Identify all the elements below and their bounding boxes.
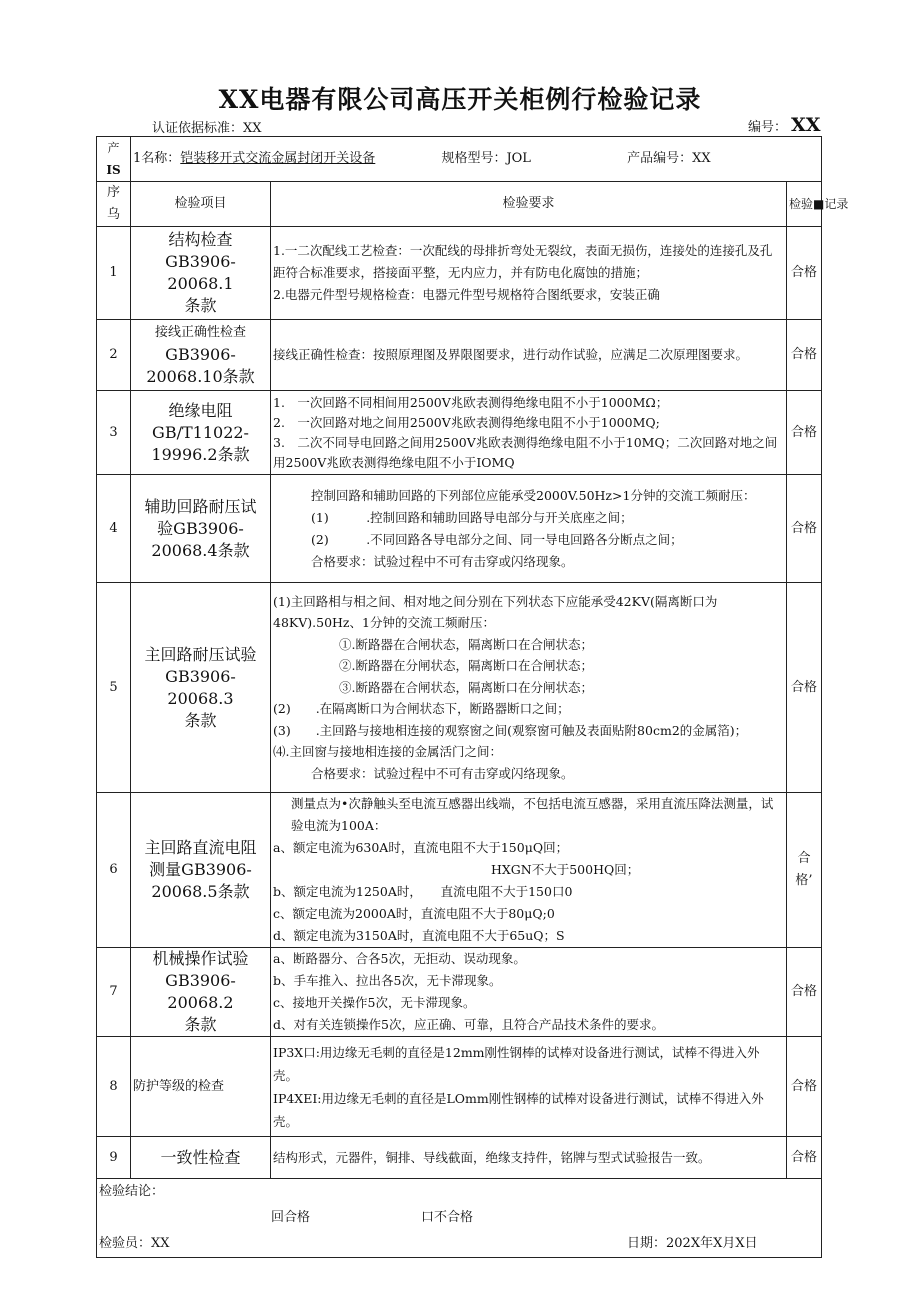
req-line: 1. 一次回路不同相间用2500V兆欧表测得绝缘电阻不小于1000MΩ；: [273, 394, 669, 410]
number-value: XX: [791, 114, 821, 136]
req-line: (1) .控制回路和辅助回路导电部分与开关底座之间；: [311, 509, 633, 525]
row-result: 合格: [787, 1037, 822, 1137]
item-line: 验GB3906-: [157, 518, 244, 538]
req-line: 3. 二次不同导电回路之间用2500V兆欧表测得绝缘电阻不小于10MQ；二次回路对地之间用2500V兆欧表测得绝缘电阻不小于IOMQ: [273, 434, 778, 470]
item-line: 防护等级的检查: [133, 1078, 225, 1094]
row-number: 9: [97, 1137, 131, 1179]
req-line: b、额定电流为1250A时， 直流电阻不大于150口0: [273, 884, 573, 899]
req-line: 接线正确性检查：按照原理图及界限图要求，进行动作试验，应满足二次原理图要求。: [273, 347, 749, 362]
row-number: 2: [97, 320, 131, 391]
req-line: (3) .主回路与接地相连接的观察窗之间(观察窗可触及表面贴附80cm2的金属箔)；: [273, 722, 748, 738]
table-row: [97, 948, 822, 1037]
item-line: 20068.10条款: [146, 367, 255, 386]
req-line: IP3X口:用边缘无毛刺的直径是12mm刚性钢棒的试棒对设备进行测试，试棒不得进入外壳。: [273, 1044, 760, 1083]
row-requirement: [271, 1137, 787, 1179]
item-line: 绝缘电阻: [168, 400, 233, 420]
conclusion-cell: [97, 1179, 822, 1258]
item-line: GB3906-20068.2: [165, 971, 236, 1012]
item-line: 一致性检查: [160, 1147, 241, 1167]
table-row: [97, 1137, 822, 1179]
row-item: [131, 583, 271, 793]
req-line: 1.一二次配线工艺检查：一次配线的母排折弯处无裂纹，表面无损伤，连接处的连接孔及孔距符合标准要求，搭接面平整，无内应力，并有防电化腐蚀的措施；: [273, 243, 773, 280]
footer-row: [97, 1179, 822, 1258]
header-seq: [97, 182, 131, 227]
item-line: 条款: [184, 1015, 217, 1034]
row-result: 合格: [787, 583, 822, 793]
row-number: 5: [97, 583, 131, 793]
inspector-label: 检验员：XX: [99, 1236, 170, 1251]
row-result: 合格: [787, 227, 822, 320]
header-seq-top: 序: [106, 185, 120, 200]
row-item: [131, 475, 271, 583]
conclusion-options: [99, 1205, 819, 1231]
pass-checkbox[interactable]: 回合格: [271, 1210, 311, 1225]
row-item: [131, 391, 271, 475]
row-number: 1: [97, 227, 131, 320]
req-line: (2) .不同回路各导电部分之间、同一导电回路各分断点之间；: [311, 531, 683, 547]
row-item: [131, 320, 271, 391]
row-result: 合格: [787, 948, 822, 1037]
item-line: 测量GB3906-: [149, 860, 252, 879]
row-requirement: [271, 391, 787, 475]
item-line: 机械操作试验: [152, 949, 249, 968]
conclusion-label: 检验结论：: [99, 1184, 165, 1199]
req-line: ②.断路器在分闸状态，隔离断口在合闸状态；: [339, 658, 593, 674]
item-line: 20068.5条款: [151, 882, 250, 901]
row-requirement: [271, 227, 787, 320]
req-line: d、对有关连锁操作5次，应正确、可靠，且符合产品技术条件的要求。: [273, 1017, 664, 1032]
row-result: 合格’: [787, 793, 822, 948]
header-item: 检验项目: [131, 182, 271, 227]
row-result: 合格: [787, 391, 822, 475]
req-line: ⑷.主回窗与接地相连接的金属活门之间：: [273, 744, 502, 760]
record-number: [748, 114, 821, 136]
product-name-label: 1名称：: [133, 151, 181, 166]
item-line: 19996.2条款: [151, 444, 250, 464]
row-requirement: [271, 948, 787, 1037]
table-row: [97, 475, 822, 583]
req-line: a、额定电流为630A时，直流电阻不大于150μQ回；: [273, 840, 569, 855]
req-line: 合格要求：试验过程中不可有击穿或闪络现象。: [311, 553, 574, 569]
req-line: 2.电器元件型号规格检查：电器元件型号规格符合图纸要求，安装正确: [273, 287, 660, 302]
row-item: [131, 227, 271, 320]
req-line: d、额定电流为3150A时，直流电阻不大于65uQ；S: [273, 928, 565, 943]
table-row: [97, 391, 822, 475]
row-number: 8: [97, 1037, 131, 1137]
product-label-cell: [97, 137, 131, 182]
row-result: 合格: [787, 475, 822, 583]
item-line: 条款: [184, 710, 217, 730]
req-line: 结构形式，元器件，铜排、导线截面，绝缘支持件，铭牌与型式试验报告一致。: [273, 1149, 711, 1165]
row-requirement: [271, 320, 787, 391]
req-line: c、额定电流为2000A时，直流电阻不大于80μQ;0: [273, 906, 555, 921]
req-line: 测量点为•次静触头至电流互感器出线端，不包括电流互感器，采用直流压降法测量，试验电流为100A：: [291, 796, 774, 833]
req-line: ①.断路器在合闸状态，隔离断口在合闸状态；: [339, 636, 593, 652]
item-line: 主回路直流电阻: [144, 838, 257, 857]
table-row: [97, 227, 822, 320]
row-requirement: [271, 793, 787, 948]
item-line: GB/T11022-: [152, 422, 249, 442]
row-requirement: [271, 1037, 787, 1137]
page-title: XX电器有限公司高压开关柜例行检验记录: [218, 85, 702, 114]
req-line: 合格要求：试验过程中不可有击穿或闪络现象。: [311, 765, 574, 781]
row-requirement: [271, 475, 787, 583]
item-line: GB3906-20068.3: [165, 666, 236, 708]
req-line: a、断路器分、合各5次，无拒动、误动现象。: [273, 951, 526, 966]
item-line: 20068.4条款: [151, 540, 250, 560]
table-row: [97, 583, 822, 793]
item-line: 主回路耐压试验: [144, 644, 257, 664]
header-requirement: 检验要求: [271, 182, 787, 227]
item-line: 接线正确性检查: [154, 325, 246, 340]
req-line: (2) .在隔离断口为合闸状态下，断路器断口之间；: [273, 701, 570, 717]
row-number: 7: [97, 948, 131, 1037]
product-name-value: 铠装移开式交流金属封闭开关设备: [180, 151, 376, 166]
date-label: 日期：202X年X月X日: [627, 1236, 758, 1251]
table-row: [97, 1037, 822, 1137]
product-label-top: 产: [107, 141, 120, 155]
fail-checkbox[interactable]: 口不合格: [421, 1210, 474, 1225]
standard-label: 认证依据标准：XX: [152, 121, 262, 136]
row-item: [131, 948, 271, 1037]
req-line: ③.断路器在合闸状态，隔离断口在分闸状态；: [339, 679, 593, 695]
req-line: 控制回路和辅助回路的下列部位应能承受2000V.50Hz>1分钟的交流工频耐压：: [311, 487, 756, 503]
table-row: [97, 793, 822, 948]
product-model: 规格型号：JOL: [441, 151, 531, 166]
item-line: 条款: [184, 296, 217, 315]
header-row: [97, 182, 822, 227]
row-number: 3: [97, 391, 131, 475]
row-requirement: [271, 583, 787, 793]
req-line: 2. 一次回路对地之间用2500V兆欧表测得绝缘电阻不小于1000MQ;: [273, 414, 660, 430]
header-seq-bottom: 乌: [106, 207, 120, 222]
header-result: 检验■记录: [787, 182, 822, 227]
row-number: 6: [97, 793, 131, 948]
item-line: GB3906-20068.1: [165, 252, 236, 293]
row-result: 合格: [787, 1137, 822, 1179]
req-line: b、手车推入、拉出各5次，无卡滞现象。: [273, 973, 502, 988]
row-result: 合格: [787, 320, 822, 391]
number-label: 编号：: [748, 120, 788, 135]
table-row: [97, 320, 822, 391]
req-line: c、接地开关操作5次，无卡滞现象。: [273, 995, 476, 1010]
req-line: (1)主回路相与相之间、相对地之间分别在下列状态下应能承受42KV(隔离断口为48KV).50Hz、1分钟的交流工频耐压：: [273, 593, 718, 631]
product-number: 产品编号：XX: [627, 151, 711, 166]
signature-line: [99, 1231, 819, 1257]
item-line: GB3906-: [165, 345, 236, 364]
item-line: 辅助回路耐压试: [144, 496, 257, 516]
product-info-cell: [131, 137, 822, 182]
row-item: [131, 1037, 271, 1137]
inspection-table: [96, 136, 849, 1258]
product-row: [97, 137, 822, 182]
row-number: 4: [97, 475, 131, 583]
item-line: 结构检查: [168, 230, 233, 249]
product-label-bottom: IS: [106, 163, 121, 177]
req-line: IP4XEI:用边缘无毛刺的直径是LOmm刚性钢棒的试棒对设备进行测试，试棒不得进入外壳。: [273, 1090, 764, 1129]
row-item: [131, 1137, 271, 1179]
row-item: [131, 793, 271, 948]
req-line: HXGN不大于500HQ回；: [491, 862, 640, 877]
